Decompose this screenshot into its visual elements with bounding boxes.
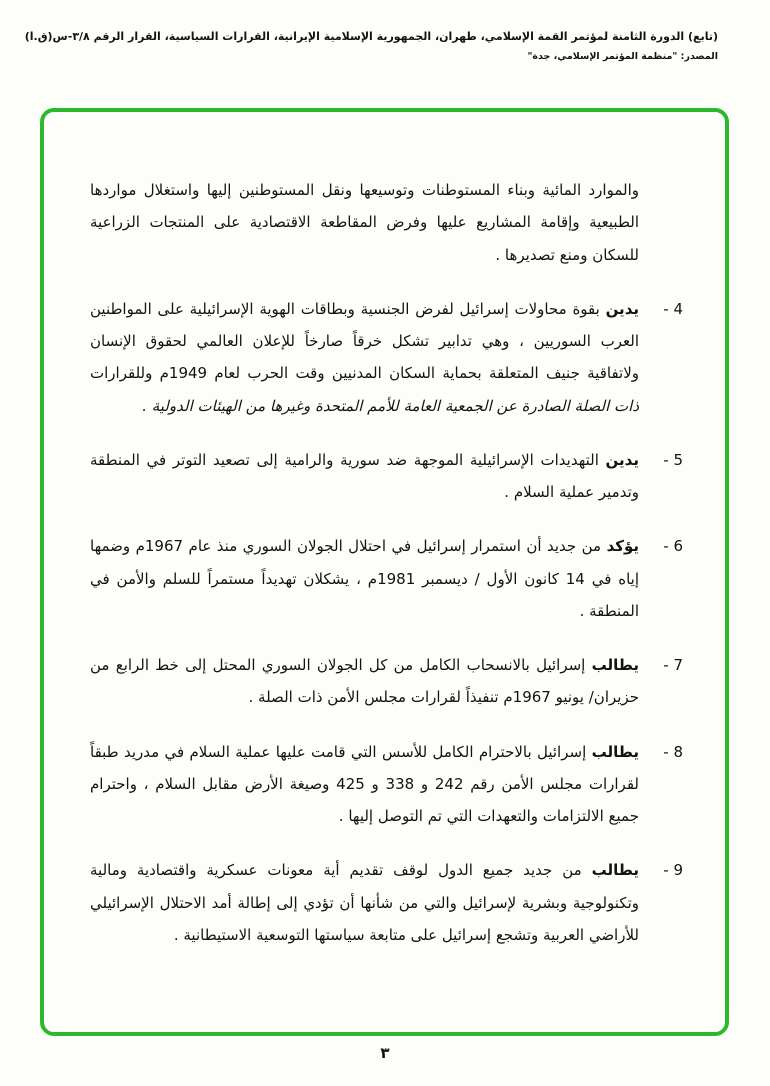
item-number-6: 6 - xyxy=(663,537,683,556)
item-text-4 xyxy=(90,293,639,422)
header-source: المصدر: "منظمة المؤتمر الإسلامي، جدة" xyxy=(527,51,718,62)
page-number: ٣ xyxy=(380,1044,390,1062)
item-number-4: 4 - xyxy=(663,299,683,318)
item-body-9: من جديد جميع الدول لوقف تقديم أية معونات عسكرية واقتصادية ومالية وتكنولوجية وبشرية لإسرائيل والتي من شأنها أن تؤدي إلى إطالة أمد الاحتلال الإسرائيلي للأراضي العربية وتشجع إسرائيل على متابعة سياستها التوسعية الاستيطانية . xyxy=(90,861,639,944)
item-body-7: إسرائيل بالانسحاب الكامل من كل الجولان السوري المحتل إلى خط الرابع من حزيران/ يونيو 1967م تنفيذاً لقرارات مجلس الأمن ذات الصلة . xyxy=(90,656,639,707)
item-lead-4: يدين xyxy=(605,299,639,318)
list-item-5 xyxy=(90,444,683,509)
item-number-5: 5 - xyxy=(663,450,683,469)
list-item-9 xyxy=(90,854,683,951)
item-lead-7: يطالب xyxy=(591,656,639,674)
item-lead-5: يدين xyxy=(605,450,639,469)
item-body-5: التهديدات الإسرائيلية الموجهة ضد سورية والرامية إلى تصعيد التوتر في المنطقة وتدمير عملية السلام . xyxy=(90,450,639,501)
header-title: (تابع) الدورة الثامنة لمؤتمر القمة الإسلامي، طهران، الجمهورية الإسلامية الإيرانية، القرارات السياسية، القرار الرقم ٣/٨-س(ق.ا) xyxy=(24,30,718,43)
item-lead-9: يطالب xyxy=(591,861,639,880)
item-body-4: بقوة محاولات إسرائيل لفرض الجنسية وبطاقات الهوية الإسرائيلية على المواطنين العرب السوريين ، وهي تدابير تشكل خرقاً صارخاً للإعلان العالمي لحقوق الإنسان ولاتفاقية جنيف المتعلقة بحماية السكان المدنيين وقت الحرب لعام 1949م وللقرارات xyxy=(90,299,639,383)
list-item-8 xyxy=(90,736,683,833)
list-item-7 xyxy=(90,649,683,714)
item-text-6 xyxy=(90,530,639,627)
item-text-9 xyxy=(90,854,639,951)
list-item-4 xyxy=(90,293,683,422)
item-number-9: 9 - xyxy=(663,861,683,880)
item-text-5 xyxy=(90,444,639,509)
item-lead-6: يؤكد xyxy=(606,537,639,556)
item-body-8: إسرائيل بالاحترام الكامل للأسس التي قامت عليها عملية السلام في مدريد طبقاً لقرارات مجلس الأمن رقم 242 و 338 و 425 وصيغة الأرض مقابل السلام ، واحترام جميع الالتزامات والتعهدات التي تم التوصل إليها . xyxy=(90,742,639,825)
intro-paragraph: والموارد المائية وبناء المستوطنات وتوسيعها ونقل المستوطنين إليها واستغلال مواردها الطبيعية وإقامة المشاريع عليها وفرض المقاطعة الاقتصادية على المنتجات الزراعية للسكان ومنع تصديرها . xyxy=(90,181,639,264)
document-header xyxy=(24,30,718,62)
item-text-7 xyxy=(90,649,639,714)
item-lead-8: يطالب xyxy=(591,742,639,761)
item-text-8 xyxy=(90,736,639,833)
item-number-7: 7 - xyxy=(663,656,683,674)
item-body-6: من جديد أن استمرار إسرائيل في احتلال الجولان السوري منذ عام 1967م وضمها إياه في 14 كانون الأول / ديسمبر 1981م ، يشكلان تهديداً مستمراً للسلم والأمن في المنطقة . xyxy=(90,537,639,620)
content-frame xyxy=(40,108,729,1036)
list-item-6 xyxy=(90,530,683,627)
item-number-8: 8 - xyxy=(663,742,683,761)
item-italic-4: ذات الصلة الصادرة عن الجمعية العامة للأمم المتحدة وغيرها من الهيئات الدولية . xyxy=(142,396,639,415)
